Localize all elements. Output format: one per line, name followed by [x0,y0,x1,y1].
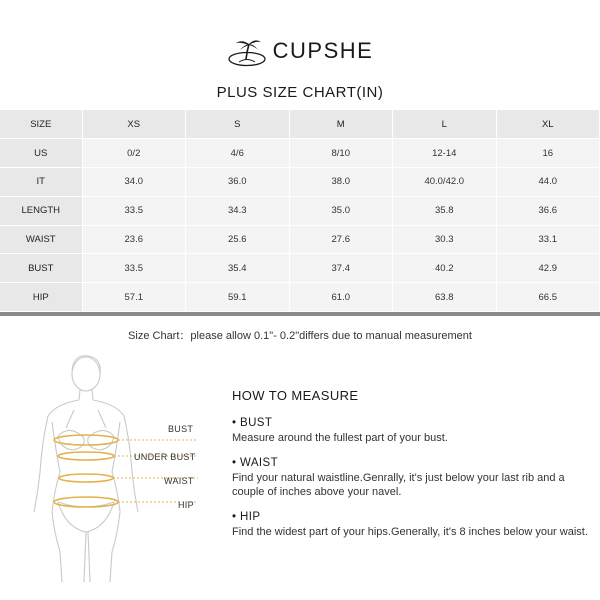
row-header: HIP [0,283,82,312]
table-cell: 44.0 [496,168,600,197]
how-to-measure-section [232,388,592,550]
row-header: WAIST [0,225,82,254]
measure-description: Find your natural waistline.Genrally, it's just below your last rib and a couple of inches above your navel. [232,471,565,498]
column-header: M [289,110,393,139]
table-cell: 59.1 [186,283,290,312]
table-row [0,225,600,254]
chart-title: PLUS SIZE CHART(IN) [216,84,384,101]
column-header: XS [82,110,186,139]
table-cell: 35.4 [186,254,290,283]
column-header: SIZE [0,110,82,139]
table-cell: 0/2 [82,139,186,168]
table-cell: 61.0 [289,283,393,312]
brand-logo [0,34,600,68]
bust-label: BUST [168,424,194,434]
table-bottom-divider [0,312,600,316]
table-cell: 36.0 [186,168,290,197]
measure-item-waist [232,457,592,500]
measure-heading: • BUST [232,417,273,429]
table-row [0,196,600,225]
palm-tree-island-icon [227,35,267,67]
table-cell: 38.0 [289,168,393,197]
brand-name: CUPSHE [272,38,374,63]
body-measurement-figure [14,352,204,582]
table-cell: 40.2 [393,254,497,283]
table-cell: 30.3 [393,225,497,254]
table-cell: 27.6 [289,225,393,254]
row-header: IT [0,168,82,197]
under-bust-label: UNDER BUST [134,452,196,462]
table-cell: 33.1 [496,225,600,254]
measure-heading: • HIP [232,510,261,523]
table-cell: 36.6 [496,196,600,225]
measurement-note: Size Chart：please allow 0.1"- 0.2"differs due to manual measurement [128,330,472,342]
table-header-row [0,110,600,139]
table-cell: 42.9 [496,254,600,283]
column-header: L [393,110,497,139]
table-row [0,254,600,283]
table-cell: 35.0 [289,196,393,225]
measure-item-hip [232,511,592,540]
table-cell: 16 [496,139,600,168]
column-header: XL [496,110,600,139]
body-silhouette-illustration [14,352,204,582]
table-row [0,283,600,312]
table-cell: 35.8 [393,196,497,225]
row-header: BUST [0,254,82,283]
table-cell: 4/6 [186,139,290,168]
table-cell: 8/10 [289,139,393,168]
table-cell: 66.5 [496,283,600,312]
size-table [0,110,600,312]
waist-label: WAIST [164,476,194,486]
measure-heading: • WAIST [232,456,279,469]
table-row [0,168,600,197]
measure-description: Find the widest part of your hips.Generally, it's 8 inches below your waist. [232,525,588,538]
table-cell: 12-14 [393,139,497,168]
hip-label: HIP [178,500,194,510]
table-cell: 33.5 [82,196,186,225]
row-header: LENGTH [0,196,82,225]
table-cell: 57.1 [82,283,186,312]
measure-item-bust [232,417,592,446]
table-cell: 34.3 [186,196,290,225]
measure-description: Measure around the fullest part of your bust. [232,432,448,444]
table-cell: 33.5 [82,254,186,283]
how-to-measure-title: HOW TO MEASURE [232,388,359,403]
table-cell: 63.8 [393,283,497,312]
table-cell: 25.6 [186,225,290,254]
table-cell: 40.0/42.0 [393,168,497,197]
row-header: US [0,139,82,168]
table-cell: 23.6 [82,225,186,254]
table-cell: 37.4 [289,254,393,283]
table-cell: 34.0 [82,168,186,197]
table-row [0,139,600,168]
column-header: S [186,110,290,139]
